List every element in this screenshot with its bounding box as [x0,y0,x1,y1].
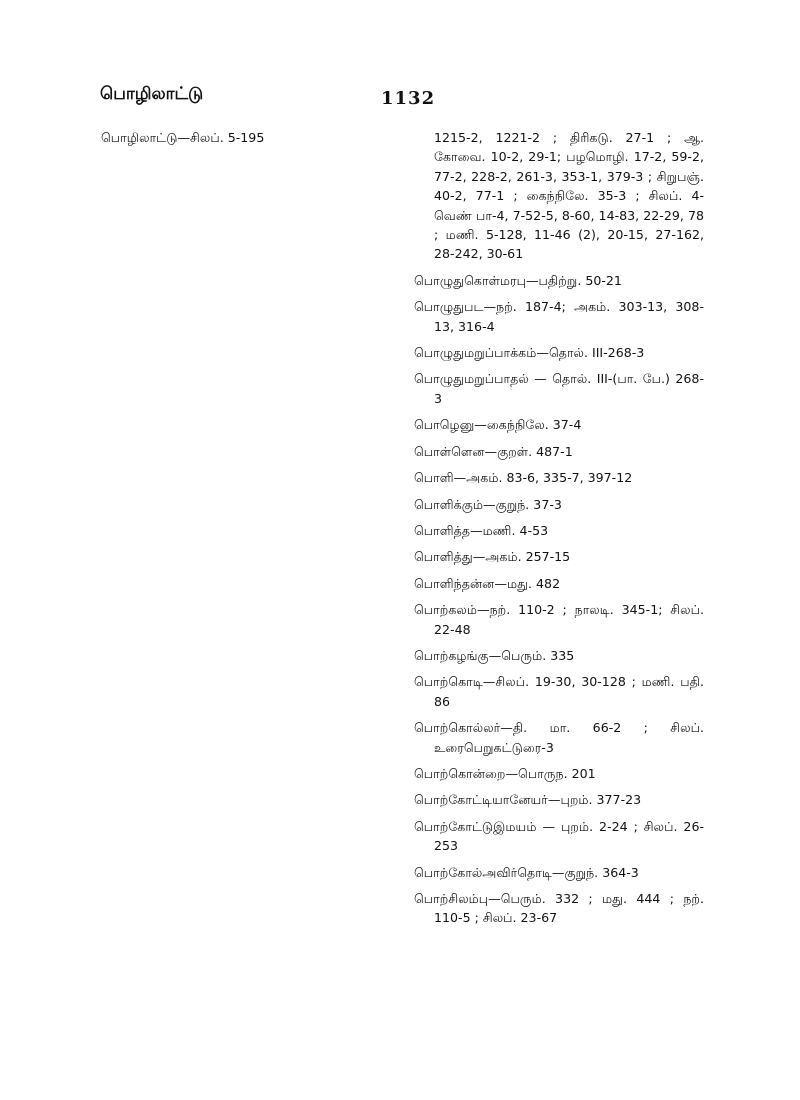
index-entry: பொற்கோட்டுஇமயம் — புறம். 2-24 ; சிலப். 26-253 [414,818,704,854]
index-entry-continued: 1215-2, 1221-2 ; திரிகடு. 27-1 ; ஆ. கோவை. 10-2, 29-1; பழமொழி. 17-2, 59-2, 77-2, 228-2, 261-3, 353-1, 379-3 ; சிறுபஞ். 40-2, 77-1 ; கைந்நிலே. 35-3 ; சிலப். 4-வெண் பா-4, 7-52-5, 8-60, 14-83, 22-29, 78 ; மணி. 5-128, 11-46 (2), 20-15, 27-162, 28-242, 30-61 [434,130,704,262]
index-entry: பொள்ளென—குறள். 487-1 [414,443,573,459]
index-entry: பொற்கொடி—சிலப். 19-30, 30-128 ; மணி. பதி. 86 [414,674,704,709]
index-entry: பொற்கழங்கு—பெரும். 335 [414,647,575,663]
index-entry: பொழெனு—கைந்நிலே. 37-4 [414,417,582,433]
index-entry: பொழுதுமறுப்பாதல் — தொல். III-(பா. பே.) 268-3 [414,371,704,406]
index-entry: பொற்கோல்அவிர்தொடி—குறுந். 364-3 [414,864,639,880]
index-entry: பொழுதுகொள்மரபு—பதிற்று. 50-21 [414,272,622,288]
index-entry: பொழுதுமறுப்பாக்கம்—தொல். III-268-3 [414,345,645,361]
index-entry: பொழுதுபட—நற். 187-4; அகம். 303-13, 308-13, 316-4 [414,299,704,334]
index-entry: பொற்கோட்டியானேயர்—புறம். 377-23 [414,792,642,808]
index-entry: பொளிந்தன்ன—மது. 482 [414,575,561,591]
index-entry: பொழிலாட்டு—சிலப். 5-195 [101,130,265,145]
page-number: 1132 [381,88,436,109]
index-entry: பொளித்து—அகம். 257-15 [414,549,571,565]
index-entry: பொற்கலம்—நற். 110-2 ; நாலடி. 345-1; சிலப். 22-48 [414,602,704,637]
index-entry: பொற்கொல்லர்—தி. மா. 66-2 ; சிலப். உரைபெறுகட்டுரை-3 [414,720,704,755]
running-head: பொழிலாட்டு [100,84,204,104]
index-entry: பொளித்த—மணி. 4-53 [414,522,549,538]
index-entry: பொளி—அகம். 83-6, 335-7, 397-12 [414,470,633,486]
index-entry: பொற்கொன்றை—பொருந. 201 [414,765,596,781]
right-column [414,128,704,935]
index-entry: பொளிக்கும்—குறுந். 37-3 [414,496,562,512]
index-entry: பொற்சிலம்பு—பெரும். 332 ; மது. 444 ; நற். 110-5 ; சிலப். 23-67 [414,891,704,926]
left-column [101,128,383,155]
